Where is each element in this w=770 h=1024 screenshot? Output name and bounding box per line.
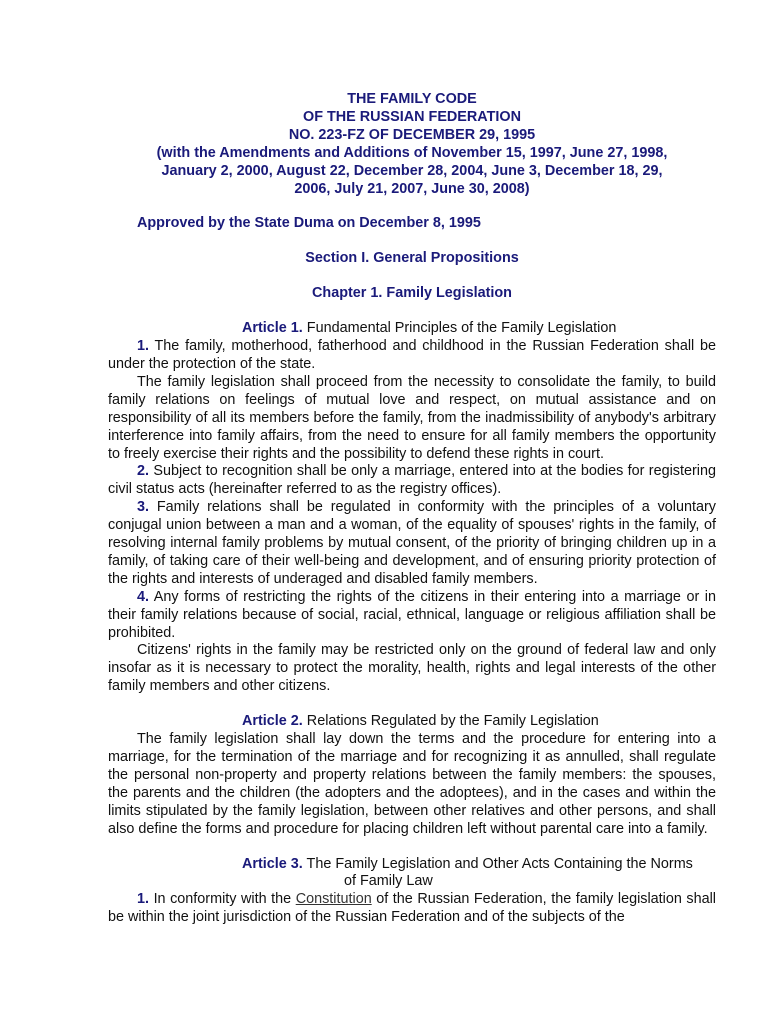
article-1-paragraph-1 [108, 338, 716, 374]
title-line-1: THE FAMILY CODE [347, 91, 477, 107]
article-3-title: The Family Legislation and Other Acts Containing the Norms [306, 855, 693, 872]
article-1-paragraph-4b: Citizens' rights in the family may be restricted only on the ground of federal law and only insofar as it is necessary to protect the morality, health, rights and legal interests of the other family members and other citizens. [108, 642, 716, 695]
article-3-paragraph-1 [108, 891, 716, 927]
paragraph-number: 3. [137, 499, 150, 516]
title-line-3: NO. 223-FZ OF DECEMBER 29, 1995 [288, 126, 536, 143]
article-1-paragraph-4 [108, 589, 716, 643]
title-line-6: 2006, July 21, 2007, June 30, 2008) [294, 180, 530, 197]
title-line-5: January 2, 2000, August 22, December 28, 2004, June 3, December 18, 29, [161, 162, 663, 179]
article-3-label: Article 3. [242, 855, 303, 872]
document-page [108, 91, 716, 927]
paragraph-text-post: of the Russian Federation, the family legislation shall be within the joint jurisdiction of the Russian Federation and of the subjects of the [108, 891, 717, 926]
paragraph-text: The family, motherhood, fatherhood and childhood in the Russian Federation shall be under the protection of the state. [108, 338, 716, 372]
paragraph-number: 1. [137, 891, 150, 908]
article-3-heading [108, 856, 716, 892]
paragraph-number: 4. [137, 588, 150, 605]
title-line-2: OF THE RUSSIAN FEDERATION [303, 108, 521, 125]
approval-note: Approved by the State Duma on December 8, 1995 [137, 215, 481, 232]
chapter-title: Chapter 1. Family Legislation [312, 285, 512, 302]
article-1-heading [108, 320, 716, 338]
title-line-4: (with the Amendments and Additions of November 15, 1997, June 27, 1998, [156, 144, 668, 161]
paragraph-number: 2. [137, 463, 150, 480]
document-title [108, 91, 716, 198]
article-1-paragraph-1b: The family legislation shall proceed from the necessity to consolidate the family, to build family relations on feelings of mutual love and respect, on mutual assistance and on responsibility of all its members before the family, from the inadmissibility of anybody's arbitrary interference into family affairs, from the need to ensure for all family members the opportunity to freely exercise their rights and the possibility to defend these rights in court. [108, 373, 716, 462]
paragraph-text: Any forms of restricting the rights of the citizens in their entering into a marriage or in their family relations because of social, racial, ethnical, language or religious affiliation shall be prohibited. [108, 588, 716, 641]
paragraph-text: Subject to recognition shall be only a marriage, entered into at the bodies for registering civil status acts (hereinafter referred to as the registry offices). [108, 463, 716, 498]
article-1-paragraph-2 [108, 463, 716, 499]
article-1-label: Article 1. [242, 320, 303, 337]
paragraph-text: Family relations shall be regulated in conformity with the principles of a voluntary conjugal union between a man and a woman, of the equality of spouses' rights in the family, of resolving internal family problems by mutual consent, of the priority of bringing children up in a family, of taking care of their well-being and development, and of ensuring priority protection of the rights and interests of underaged and disabled family members. [108, 499, 716, 587]
article-2-title: Relations Regulated by the Family Legislation [306, 713, 599, 730]
article-1-paragraph-3 [108, 499, 716, 589]
article-2-paragraph-1: The family legislation shall lay down the terms and the procedure for entering into a marriage, for the termination of the marriage and for recognizing it as annulled, shall regulate the personal non-property and property relations between the family members: the spouses, the parents and the children (the adopters and the adoptees), and in the cases and within the limits stipulated by the family legislation, between other relatives and other persons, and shall also define the forms and procedure for placing children left without parental care into a family. [108, 731, 716, 837]
article-3-title-continued: of Family Law [344, 873, 433, 890]
paragraph-number: 1. [137, 338, 150, 355]
article-2-label: Article 2. [242, 713, 303, 730]
article-2-heading [108, 713, 716, 731]
constitution-link[interactable]: Constitution [295, 891, 372, 908]
article-1-title: Fundamental Principles of the Family Legislation [306, 320, 617, 337]
section-title: Section I. General Propositions [305, 250, 519, 267]
paragraph-text-pre: In conformity with the [153, 891, 292, 908]
